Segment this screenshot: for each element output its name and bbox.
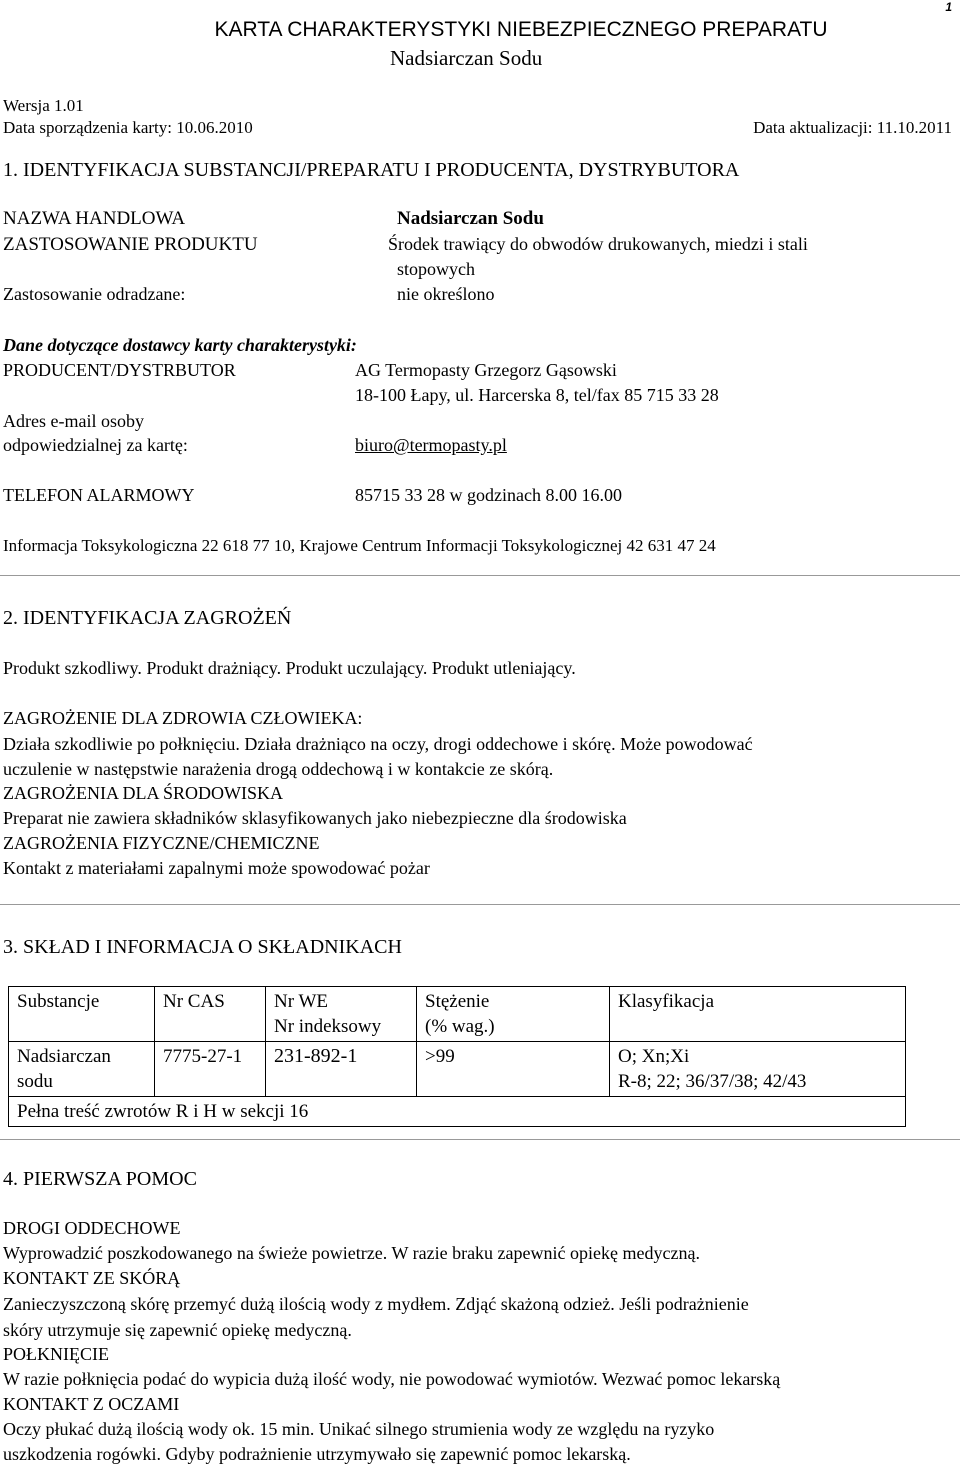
email-label-cont: odpowiedzialnej za kartę: (3, 435, 188, 455)
health-hazard-text-cont: uczulenie w następstwie narażenia drogą oddechową i w kontakcie ze skórą. (3, 759, 554, 779)
discouraged-label: Zastosowanie odradzane: (3, 284, 186, 304)
producer-label: PRODUCENT/DYSTRBUTOR (3, 360, 236, 380)
col-we: Nr WE Nr indeksowy (266, 987, 417, 1042)
skin-contact-heading: KONTAKT ZE SKÓRĄ (3, 1268, 181, 1288)
usage-label: ZASTOSOWANIE PRODUKTU (3, 234, 258, 255)
ingestion-heading: POŁKNIĘCIE (3, 1344, 109, 1364)
usage-value: Środek trawiący do obwodów drukowanych, miedzi i stali (388, 234, 808, 254)
composition-table (8, 986, 906, 1127)
email-link[interactable]: biuro@termopasty.pl (355, 435, 507, 455)
cell-we: 231-892-1 (266, 1042, 417, 1097)
creation-date: Data sporządzenia karty: 10.06.2010 (3, 118, 253, 137)
discouraged-value: nie określono (397, 284, 495, 304)
update-date: Data aktualizacji: 11.10.2011 (753, 118, 952, 137)
cell-classification: O; Xn;Xi R-8; 22; 36/37/38; 42/43 (610, 1042, 906, 1097)
col-concentration: Stężenie (% wag.) (417, 987, 610, 1042)
supplier-heading: Dane dotyczące dostawcy karty charakterystyki: (3, 335, 357, 355)
skin-contact-text: Zanieczyszczoną skórę przemyć dużą ilością wody z mydłem. Zdjąć skażoną odzież. Jeśli podrażnienie (3, 1294, 749, 1314)
document-title: KARTA CHARAKTERYSTYKI NIEBEZPIECZNEGO PREPARATU (214, 18, 828, 41)
respiratory-heading: DROGI ODDECHOWE (3, 1218, 181, 1238)
trade-name-value: Nadsiarczan Sodu (397, 208, 544, 229)
producer-address: 18-100 Łapy, ul. Harcerska 8, tel/fax 85 715 33 28 (355, 385, 719, 405)
divider (0, 575, 960, 576)
eye-contact-heading: KONTAKT Z OCZAMI (3, 1394, 180, 1414)
environment-hazard-heading: ZAGROŻENIA DLA ŚRODOWISKA (3, 783, 283, 803)
health-hazard-heading: ZAGROŻENIE DLA ZDROWIA CZŁOWIEKA: (3, 708, 363, 728)
ingestion-text: W razie połknięcia podać do wypicia dużą ilość wody, nie powodować wymiotów. Wezwać pomoc lekarską (3, 1369, 781, 1389)
section-1-heading: 1. IDENTYFIKACJA SUBSTANCJI/PREPARATU I PRODUCENTA, DYSTRYBUTORA (3, 159, 740, 181)
email-label: Adres e-mail osoby (3, 411, 144, 431)
col-cas: Nr CAS (155, 987, 266, 1042)
section-2-heading: 2. IDENTYFIKACJA ZAGROŻEŃ (3, 607, 292, 629)
cell-concentration: >99 (417, 1042, 610, 1097)
environment-hazard-text: Preparat nie zawiera składników sklasyfikowanych jako niebezpieczne dla środowiska (3, 808, 627, 828)
section-4-heading: 4. PIERWSZA POMOC (3, 1168, 197, 1190)
toxicology-info: Informacja Toksykologiczna 22 618 77 10, Krajowe Centrum Informacji Toksykologicznej 42 631 47 24 (3, 536, 716, 555)
alarm-phone-value: 85715 33 28 w godzinach 8.00 16.00 (355, 485, 622, 505)
table-row (9, 1042, 906, 1097)
alarm-phone-label: TELEFON ALARMOWY (3, 485, 195, 505)
cell-cas: 7775-27-1 (155, 1042, 266, 1097)
col-classification: Klasyfikacja (610, 987, 906, 1042)
document-subtitle: Nadsiarczan Sodu (390, 46, 543, 70)
col-substance: Substancje (9, 987, 155, 1042)
physical-hazard-text: Kontakt z materiałami zapalnymi może spowodować pożar (3, 858, 430, 878)
eye-contact-text-cont: uszkodzenia rogówki. Gdyby podrażnienie utrzymywało się zapewnić pomoc lekarską. (3, 1444, 631, 1464)
cell-substance: Nadsiarczan sodu (9, 1042, 155, 1097)
section-3-heading: 3. SKŁAD I INFORMACJA O SKŁADNIKACH (3, 936, 402, 958)
page-number: 1 (945, 0, 952, 14)
physical-hazard-heading: ZAGROŻENIA FIZYCZNE/CHEMICZNE (3, 833, 320, 853)
divider (0, 904, 960, 905)
table-header-row (9, 987, 906, 1042)
version: Wersja 1.01 (3, 96, 84, 115)
hazard-summary: Produkt szkodliwy. Produkt drażniący. Produkt uczulający. Produkt utleniający. (3, 658, 576, 678)
usage-value-cont: stopowych (397, 259, 475, 279)
producer-name: AG Termopasty Grzegorz Gąsowski (355, 360, 617, 380)
table-footnote-row (9, 1097, 906, 1127)
respiratory-text: Wyprowadzić poszkodowanego na świeże powietrze. W razie braku zapewnić opiekę medyczną. (3, 1243, 700, 1263)
health-hazard-text: Działa szkodliwie po połknięciu. Działa drażniąco na oczy, drogi oddechowe i skórę. Może powodować (3, 734, 753, 754)
skin-contact-text-cont: skóry utrzymuje się zapewnić opiekę medyczną. (3, 1320, 352, 1340)
divider (0, 1139, 960, 1140)
eye-contact-text: Oczy płukać dużą ilością wody ok. 15 min. Unikać silnego strumienia wody ze względu na ryzyko (3, 1419, 715, 1439)
table-footnote: Pełna treść zwrotów R i H w sekcji 16 (9, 1097, 906, 1127)
trade-name-label: NAZWA HANDLOWA (3, 208, 186, 229)
